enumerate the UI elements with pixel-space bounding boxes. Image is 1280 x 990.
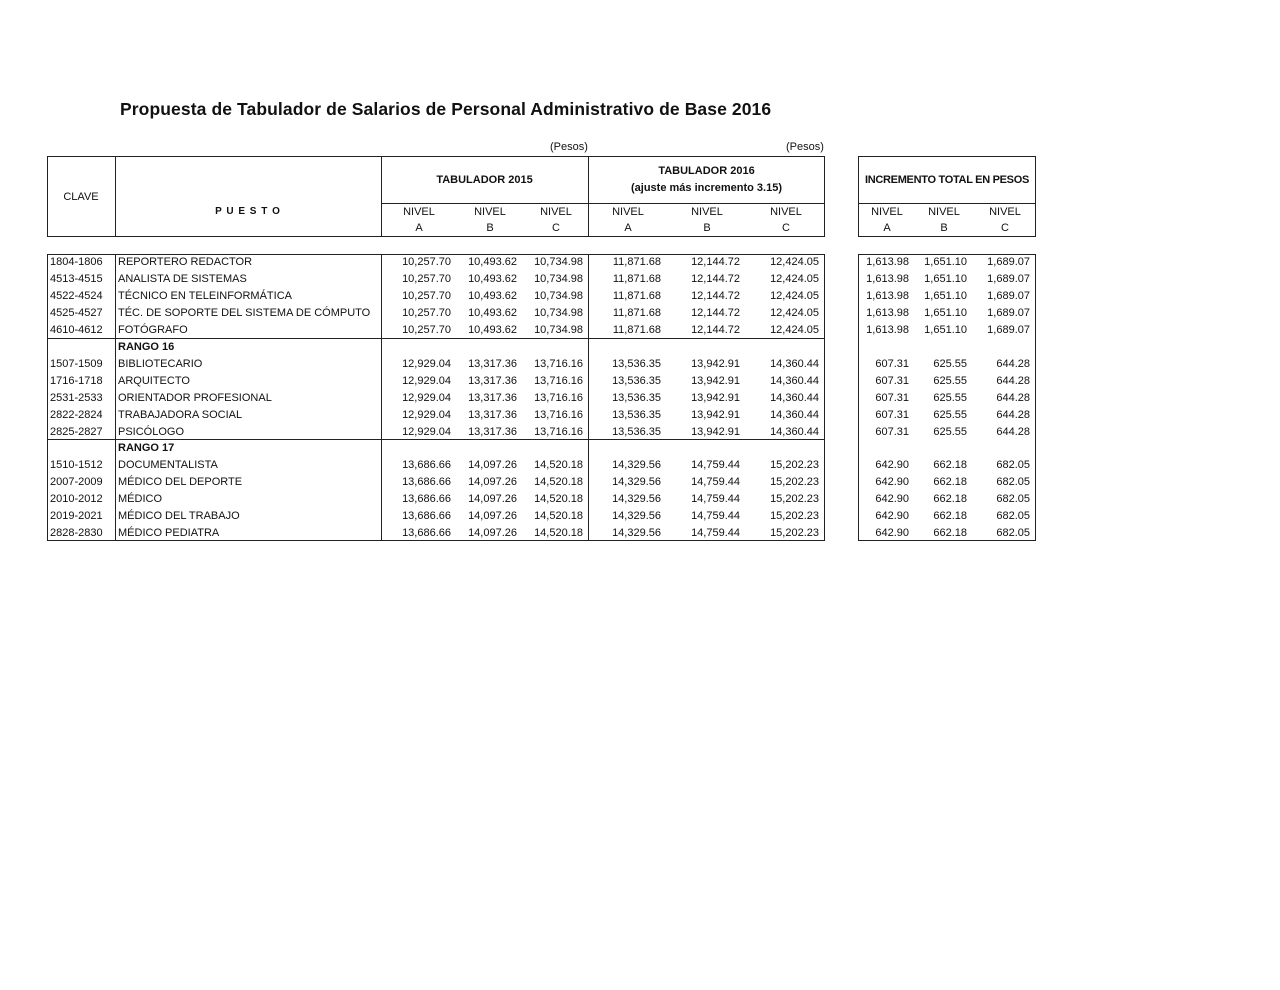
increment-cell: 662.18 xyxy=(933,459,967,472)
increment-cell: 644.28 xyxy=(996,357,1030,370)
salary-cell: 12,424.05 xyxy=(770,323,819,336)
salary-cell: 13,686.66 xyxy=(402,493,451,506)
puesto-cell: MÉDICO PEDIATRA xyxy=(118,527,220,540)
puesto-cell: PSICÓLOGO xyxy=(118,425,185,438)
increment-cell: 1,613.98 xyxy=(866,289,909,302)
increment-cell: 607.31 xyxy=(875,408,909,421)
salary-cell: 11,871.68 xyxy=(612,272,661,285)
header-tabulador-2015: TABULADOR 2015 xyxy=(436,174,533,186)
increment-cell: 1,689.07 xyxy=(987,323,1030,336)
nivel-label: NIVEL xyxy=(612,206,644,218)
increment-cell: 682.05 xyxy=(996,510,1030,523)
range-heading: RANGO 16 xyxy=(118,340,175,353)
clave-cell: 4610-4612 xyxy=(50,323,103,336)
puesto-cell: DOCUMENTALISTA xyxy=(118,459,218,472)
salary-cell: 14,360.44 xyxy=(770,391,819,404)
increment-cell: 607.31 xyxy=(875,391,909,404)
salary-cell: 14,329.56 xyxy=(612,476,661,489)
salary-cell: 11,871.68 xyxy=(612,306,661,319)
salary-cell: 14,360.44 xyxy=(770,357,819,370)
range-heading: RANGO 17 xyxy=(118,442,175,455)
salary-cell: 15,202.23 xyxy=(770,527,819,540)
salary-cell: 14,329.56 xyxy=(612,493,661,506)
salary-cell: 10,493.62 xyxy=(468,323,517,336)
nivel-label: NIVEL xyxy=(871,206,903,218)
nivel-letter: B xyxy=(940,222,948,234)
salary-cell: 13,317.36 xyxy=(468,408,517,421)
salary-cell: 15,202.23 xyxy=(770,493,819,506)
increment-cell: 1,689.07 xyxy=(987,306,1030,319)
salary-cell: 13,716.16 xyxy=(534,374,583,387)
increment-cell: 682.05 xyxy=(996,476,1030,489)
salary-cell: 12,144.72 xyxy=(691,256,740,268)
salary-cell: 14,097.26 xyxy=(468,527,517,540)
salary-cell: 14,329.56 xyxy=(612,510,661,523)
increment-cell: 662.18 xyxy=(933,510,967,523)
clave-cell: 2828-2830 xyxy=(50,527,103,540)
nivel-letter: A xyxy=(624,222,632,234)
increment-cell: 1,689.07 xyxy=(987,256,1030,268)
salary-cell: 10,493.62 xyxy=(468,272,517,285)
increment-cell: 642.90 xyxy=(875,459,909,472)
salary-cell: 14,520.18 xyxy=(534,510,583,523)
increment-cell: 625.55 xyxy=(933,357,967,370)
nivel-letter: B xyxy=(703,222,711,234)
nivel-label: NIVEL xyxy=(770,206,802,218)
increment-cell: 682.05 xyxy=(996,459,1030,472)
puesto-cell: ORIENTADOR PROFESIONAL xyxy=(118,391,272,404)
increment-cell: 625.55 xyxy=(933,391,967,404)
puesto-cell: TÉCNICO EN TELEINFORMÁTICA xyxy=(118,289,292,302)
salary-cell: 15,202.23 xyxy=(770,459,819,472)
salary-cell: 14,520.18 xyxy=(534,459,583,472)
header-incremento: INCREMENTO TOTAL EN PESOS xyxy=(864,174,1030,186)
salary-cell: 12,424.05 xyxy=(770,272,819,285)
increment-cell: 642.90 xyxy=(875,493,909,506)
salary-cell: 13,686.66 xyxy=(402,510,451,523)
salary-cell: 13,942.91 xyxy=(691,374,740,387)
salary-cell: 13,942.91 xyxy=(691,425,740,438)
salary-cell: 10,493.62 xyxy=(468,289,517,302)
salary-cell: 14,520.18 xyxy=(534,527,583,540)
increment-cell: 644.28 xyxy=(996,408,1030,421)
salary-cell: 14,360.44 xyxy=(770,408,819,421)
increment-cell: 1,689.07 xyxy=(987,272,1030,285)
salary-cell: 10,734.98 xyxy=(534,272,583,285)
salary-cell: 14,097.26 xyxy=(468,459,517,472)
increment-cell: 1,613.98 xyxy=(866,272,909,285)
salary-cell: 14,360.44 xyxy=(770,374,819,387)
increment-cell: 644.28 xyxy=(996,391,1030,404)
salary-cell: 13,317.36 xyxy=(468,425,517,438)
clave-cell: 2531-2533 xyxy=(50,391,103,404)
puesto-cell: ARQUITECTO xyxy=(118,374,190,387)
nivel-label: NIVEL xyxy=(403,206,435,218)
salary-cell: 10,257.70 xyxy=(402,289,451,302)
document-title: Propuesta de Tabulador de Salarios de Personal Administrativo de Base 2016 xyxy=(120,99,772,119)
salary-cell: 10,257.70 xyxy=(402,256,451,268)
salary-cell: 10,257.70 xyxy=(402,272,451,285)
puesto-cell: MÉDICO DEL DEPORTE xyxy=(118,476,243,489)
nivel-letter: B xyxy=(486,222,494,234)
clave-cell: 1510-1512 xyxy=(50,459,103,472)
increment-cell: 642.90 xyxy=(875,527,909,540)
clave-cell: 2019-2021 xyxy=(50,510,103,523)
salary-cell: 13,317.36 xyxy=(468,391,517,404)
salary-cell: 15,202.23 xyxy=(770,510,819,523)
salary-cell: 10,734.98 xyxy=(534,289,583,302)
salary-cell: 13,686.66 xyxy=(402,476,451,489)
header-divider xyxy=(381,156,382,237)
increment-cell: 644.28 xyxy=(996,374,1030,387)
clave-cell: 2825-2827 xyxy=(50,425,103,438)
salary-cell: 12,929.04 xyxy=(402,357,451,370)
nivel-label: NIVEL xyxy=(691,206,723,218)
salary-cell: 14,097.26 xyxy=(468,476,517,489)
units-label-2016: (Pesos) xyxy=(786,141,824,153)
salary-cell: 14,520.18 xyxy=(534,493,583,506)
salary-cell: 13,716.16 xyxy=(534,391,583,404)
salary-cell: 10,493.62 xyxy=(468,256,517,268)
increment-cell: 642.90 xyxy=(875,476,909,489)
puesto-cell: TÉC. DE SOPORTE DEL SISTEMA DE CÓMPUTO xyxy=(118,306,371,319)
salary-cell: 14,360.44 xyxy=(770,425,819,438)
salary-cell: 12,929.04 xyxy=(402,391,451,404)
salary-cell: 13,942.91 xyxy=(691,391,740,404)
increment-cell: 644.28 xyxy=(996,425,1030,438)
salary-cell: 13,536.35 xyxy=(612,374,661,387)
salary-cell: 13,317.36 xyxy=(468,374,517,387)
salary-cell: 10,734.98 xyxy=(534,256,583,268)
salary-cell: 14,759.44 xyxy=(691,510,740,523)
increment-cell: 1,689.07 xyxy=(987,289,1030,302)
salary-cell: 14,759.44 xyxy=(691,527,740,540)
increment-cell: 607.31 xyxy=(875,357,909,370)
nivel-label: NIVEL xyxy=(540,206,572,218)
salary-cell: 11,871.68 xyxy=(612,323,661,336)
increment-cell: 625.55 xyxy=(933,425,967,438)
increment-cell: 1,651.10 xyxy=(924,323,967,336)
header-puesto: P U E S T O xyxy=(215,206,281,217)
clave-cell: 4525-4527 xyxy=(50,306,103,319)
clave-cell: 1507-1509 xyxy=(50,357,103,370)
salary-cell: 12,144.72 xyxy=(691,272,740,285)
puesto-cell: FOTÓGRAFO xyxy=(118,323,188,336)
salary-cell: 13,536.35 xyxy=(612,391,661,404)
increment-cell: 1,651.10 xyxy=(924,306,967,319)
salary-cell: 12,424.05 xyxy=(770,289,819,302)
salary-cell: 10,257.70 xyxy=(402,323,451,336)
salary-cell: 13,716.16 xyxy=(534,425,583,438)
salary-cell: 12,144.72 xyxy=(691,289,740,302)
nivel-letter: C xyxy=(782,222,790,234)
increment-cell: 682.05 xyxy=(996,527,1030,540)
nivel-letter: C xyxy=(1001,222,1009,234)
salary-cell: 14,759.44 xyxy=(691,493,740,506)
nivel-letter: C xyxy=(552,222,560,234)
salary-cell: 14,759.44 xyxy=(691,476,740,489)
salary-cell: 13,686.66 xyxy=(402,527,451,540)
puesto-cell: REPORTERO REDACTOR xyxy=(118,256,253,268)
salary-cell: 10,257.70 xyxy=(402,306,451,319)
puesto-cell: MÉDICO DEL TRABAJO xyxy=(118,510,240,523)
salary-cell: 13,317.36 xyxy=(468,357,517,370)
salary-cell: 12,424.05 xyxy=(770,306,819,319)
header-divider xyxy=(115,156,116,237)
clave-cell: 1716-1718 xyxy=(50,374,103,387)
clave-cell: 4522-4524 xyxy=(50,289,103,302)
puesto-cell: MÉDICO xyxy=(118,493,162,506)
salary-cell: 14,097.26 xyxy=(468,493,517,506)
increment-cell: 607.31 xyxy=(875,425,909,438)
clave-cell: 2010-2012 xyxy=(50,493,103,506)
salary-cell: 14,520.18 xyxy=(534,476,583,489)
salary-cell: 12,929.04 xyxy=(402,425,451,438)
salary-cell: 12,929.04 xyxy=(402,408,451,421)
salary-cell: 13,686.66 xyxy=(402,459,451,472)
clave-cell: 4513-4515 xyxy=(50,272,103,285)
salary-cell: 14,759.44 xyxy=(691,459,740,472)
increment-cell: 1,651.10 xyxy=(924,256,967,268)
salary-cell: 14,329.56 xyxy=(612,527,661,540)
salary-cell: 12,424.05 xyxy=(770,256,819,268)
salary-cell: 10,734.98 xyxy=(534,306,583,319)
increment-cell: 662.18 xyxy=(933,527,967,540)
puesto-cell: ANALISTA DE SISTEMAS xyxy=(118,272,247,285)
clave-cell: 2007-2009 xyxy=(50,476,103,489)
increment-cell: 682.05 xyxy=(996,493,1030,506)
salary-cell: 12,144.72 xyxy=(691,306,740,319)
salary-cell: 13,716.16 xyxy=(534,357,583,370)
salary-cell: 15,202.23 xyxy=(770,476,819,489)
nivel-label: NIVEL xyxy=(928,206,960,218)
salary-cell: 11,871.68 xyxy=(612,289,661,302)
clave-cell: 2822-2824 xyxy=(50,408,103,421)
puesto-cell: BIBLIOTECARIO xyxy=(118,357,203,370)
increment-cell: 1,613.98 xyxy=(866,256,909,268)
header-tabulador-2016: TABULADOR 2016 xyxy=(658,165,755,177)
increment-cell: 662.18 xyxy=(933,476,967,489)
salary-cell: 10,734.98 xyxy=(534,323,583,336)
salary-cell: 13,716.16 xyxy=(534,408,583,421)
increment-cell: 625.55 xyxy=(933,374,967,387)
salary-cell: 14,329.56 xyxy=(612,459,661,472)
increment-cell: 642.90 xyxy=(875,510,909,523)
salary-cell: 12,144.72 xyxy=(691,323,740,336)
increment-cell: 662.18 xyxy=(933,493,967,506)
salary-cell: 13,536.35 xyxy=(612,357,661,370)
nivel-letter: A xyxy=(883,222,891,234)
increment-cell: 1,651.10 xyxy=(924,272,967,285)
salary-cell: 14,097.26 xyxy=(468,510,517,523)
increment-cell: 1,613.98 xyxy=(866,306,909,319)
salary-cell: 13,536.35 xyxy=(612,425,661,438)
salary-cell: 11,871.68 xyxy=(612,256,661,268)
salary-cell: 13,942.91 xyxy=(691,408,740,421)
header-clave: CLAVE xyxy=(63,191,99,203)
salary-cell: 12,929.04 xyxy=(402,374,451,387)
units-label-2015: (Pesos) xyxy=(550,141,588,153)
nivel-letter: A xyxy=(415,222,423,234)
puesto-cell: TRABAJADORA SOCIAL xyxy=(118,408,243,421)
increment-cell: 607.31 xyxy=(875,374,909,387)
increment-cell: 1,613.98 xyxy=(866,323,909,336)
header-tabulador-2016-note: (ajuste más incremento 3.15) xyxy=(630,182,782,194)
clave-cell: 1804-1806 xyxy=(50,256,103,268)
salary-cell: 13,942.91 xyxy=(691,357,740,370)
nivel-label: NIVEL xyxy=(989,206,1021,218)
salary-cell: 10,493.62 xyxy=(468,306,517,319)
increment-cell: 1,651.10 xyxy=(924,289,967,302)
nivel-label: NIVEL xyxy=(474,206,506,218)
increment-cell: 625.55 xyxy=(933,408,967,421)
salary-cell: 13,536.35 xyxy=(612,408,661,421)
body-divider xyxy=(115,254,116,541)
